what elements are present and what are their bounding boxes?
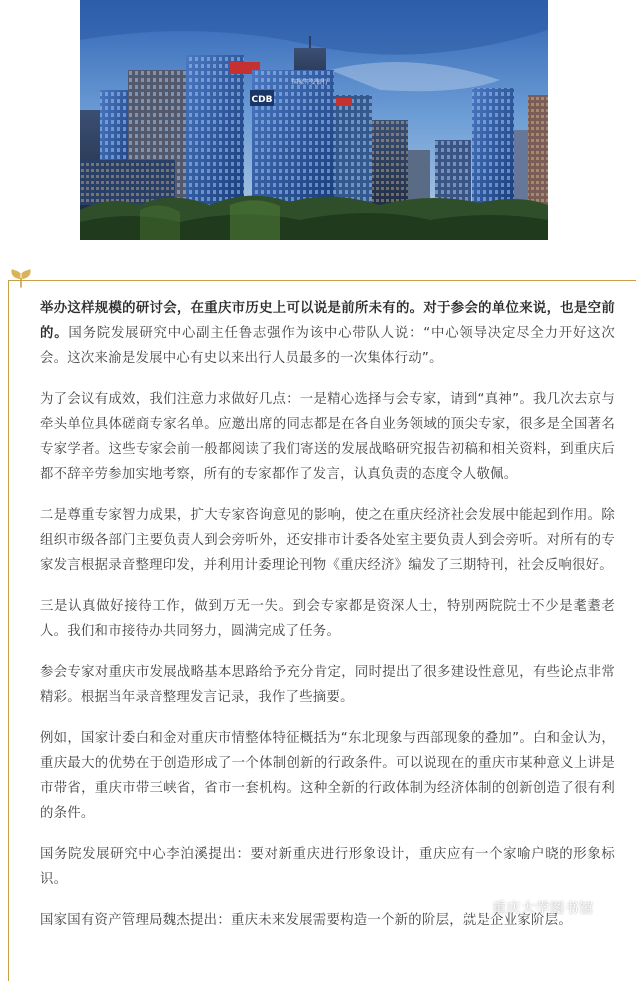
paragraph-8: 国家国有资产管理局魏杰提出：重庆未来发展需要构造一个新的阶层，就是企业家阶层。 (40, 913, 572, 928)
library-logo-icon (456, 896, 486, 920)
watermark-text: 重庆大学图书馆 (492, 901, 594, 917)
paragraph-1 (40, 296, 615, 371)
paragraph-1-text: 国务院发展研究中心副主任鲁志强作为该中心带队人说：“中心领导决定尽全力开好这次会。这次来渝是发展中心有史以来出行人员最多的一次集体行动”。 (40, 326, 615, 366)
library-watermark (456, 895, 594, 921)
paragraph-3: 二是尊重专家智力成果，扩大专家咨询意见的影响，使之在重庆经济社会发展中能起到作用。除组织市级各部门主要负责人到会旁听外，还安排市计委各处室主要负责人到会旁听。对所有的专家发言根据录音整理印发，并利用计委理论刊物《重庆经济》编发了三期特刊，社会反响很好。 (40, 508, 615, 573)
paragraph-1-bold: 举办这样规模的研讨会，在重庆市历史上可以说是前所未有的。对于参会的单位来说，也是空前的。 (40, 301, 615, 341)
cdb-sign: CDB (251, 95, 273, 105)
paragraph-4: 三是认真做好接待工作，做到万无一失。到会专家都是资深人士，特别两院院士不少是耄耋老人。我们和市接待办共同努力，圆满完成了任务。 (40, 599, 615, 639)
paragraph-6: 例如，国家计委白和金对重庆市情整体特征概括为“东北现象与西部现象的叠加”。白和金认为，重庆最大的优势在于创造形成了一个体制创新的行政条件。可以说现在的重庆市某种意义上讲是市带省，重庆市带三峡省，省市一套机构。这种全新的行政体制为经济体制的创新创造了很有利的条件。 (40, 731, 615, 821)
city-skyline-photo (80, 0, 548, 240)
building-sign: 国家开发银行 (291, 79, 329, 86)
paragraph-7: 国务院发展研究中心李泊溪提出：要对新重庆进行形象设计，重庆应有一个家喻户晓的形象标识。 (40, 847, 615, 887)
paragraph-2: 为了会议有成效，我们注意力求做好几点：一是精心选择与会专家，请到“真神”。我几次去京与牵头单位具体磋商专家名单。应邀出席的同志都是在各自业务领域的顶尖专家，很多是全国著名专家学者。这些专家会前一般都阅读了我们寄送的发展战略研究报告初稿和相关资料，到重庆后都不辞辛劳参加实地考察，所有的专家都作了发言，认真负责的态度令人敬佩。 (40, 392, 615, 482)
article-body (40, 296, 615, 949)
paragraph-5: 参会专家对重庆市发展战略基本思路给予充分肯定，同时提出了很多建设性意见，有些论点非常精彩。根据当年录音整理发言记录，我作了些摘要。 (40, 665, 615, 705)
